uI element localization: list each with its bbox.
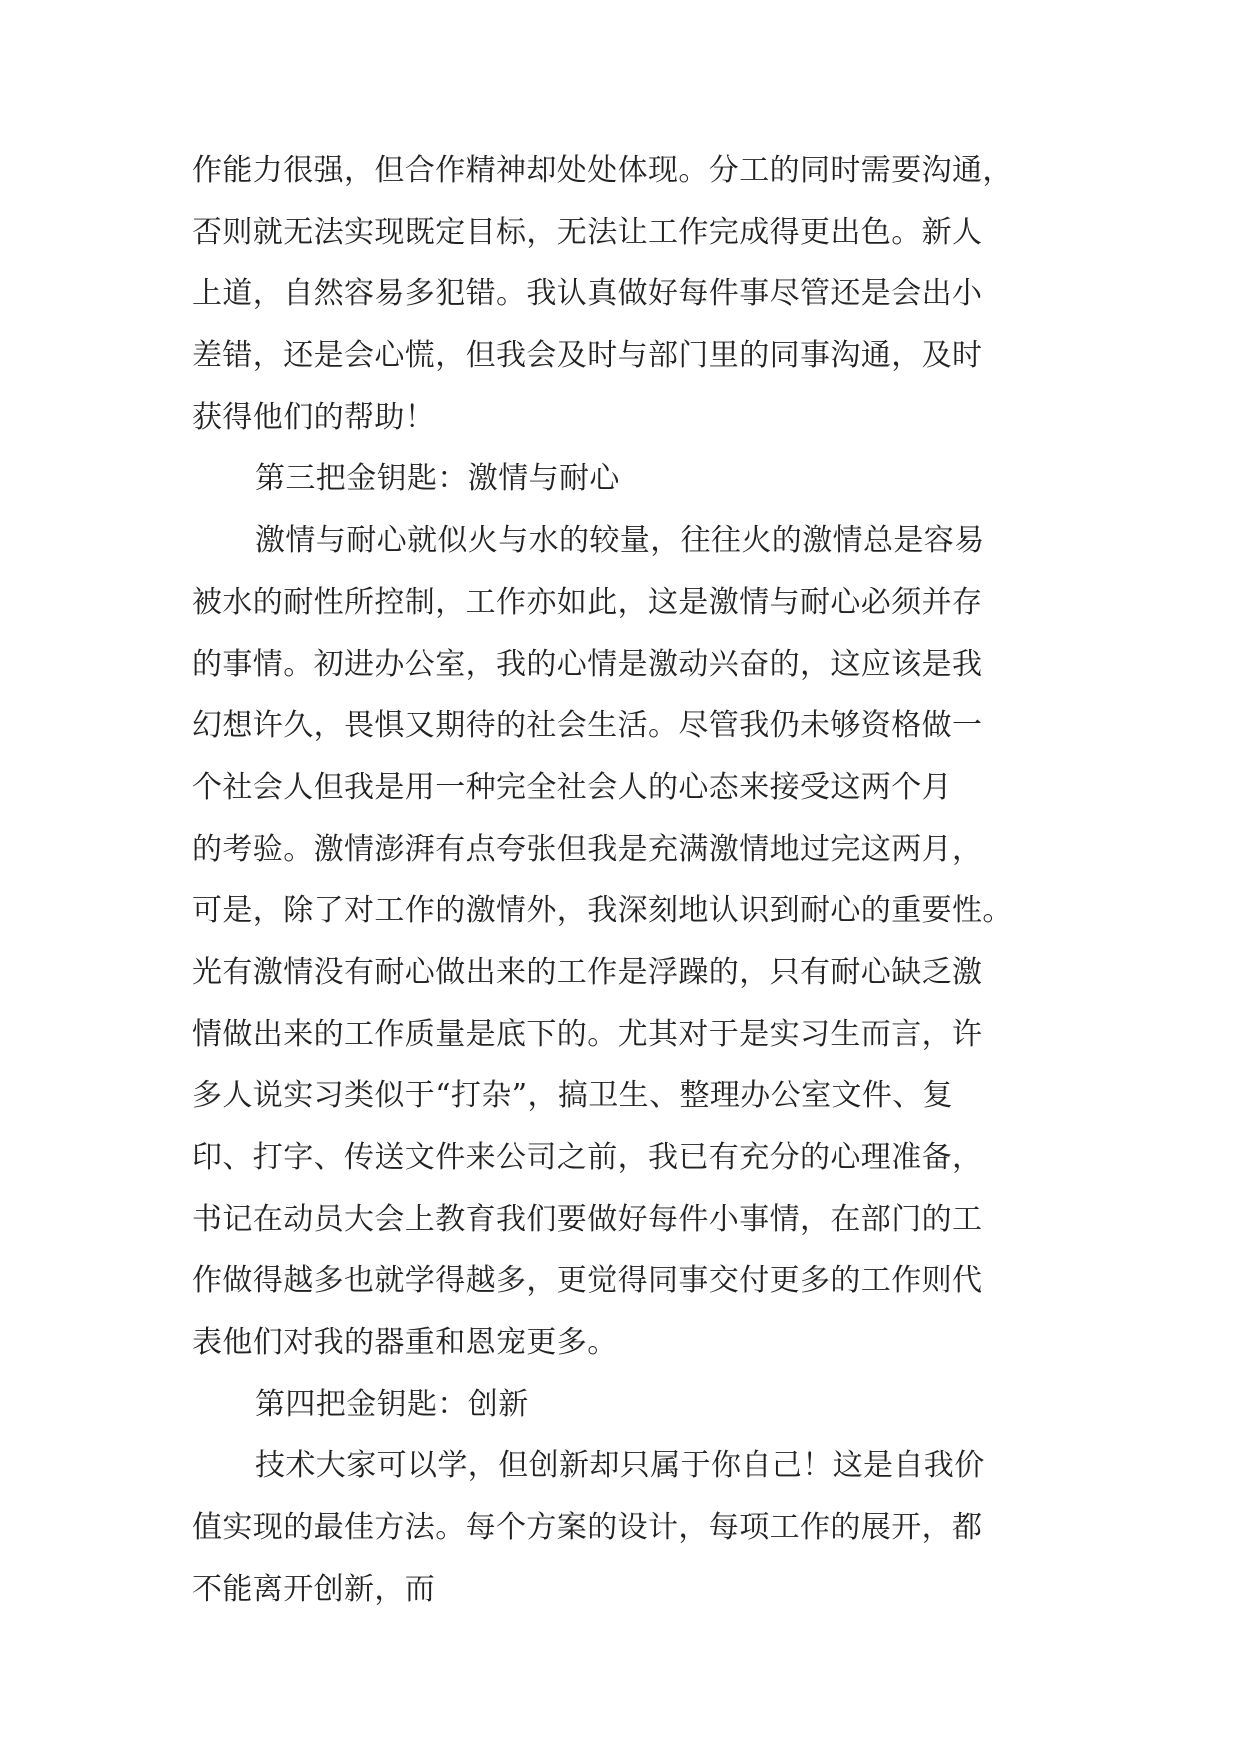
- text-line: 光有激情没有耐心做出来的工作是浮躁的，只有耐心缺乏激: [192, 954, 983, 990]
- text-line: 书记在动员大会上教育我们要做好每件小事情，在部门的工: [192, 1201, 983, 1237]
- text-line: 可是，除了对工作的激情外，我深刻地认识到耐心的重要性。: [192, 893, 1013, 929]
- text-line: 个社会人但我是用一种完全社会人的心态来接受这两个月: [192, 769, 952, 805]
- text-line: 作能力很强，但合作精神却处处体现。分工的同时需要沟通，: [192, 153, 1013, 188]
- document-body: [192, 140, 1072, 1621]
- text-line: 被水的耐性所控制，工作亦如此，这是激情与耐心必须并存: [192, 584, 983, 620]
- paragraph-first-line: 激情与耐心就似火与水的较量，往往火的激情总是容易: [255, 523, 985, 559]
- text-line: 印、打字、传送文件来公司之前，我已有充分的心理准备，: [192, 1140, 983, 1175]
- text-line: 上道，自然容易多犯错。我认真做好每件事尽管还是会出小: [192, 276, 983, 312]
- text-line: 差错，还是会心慌，但我会及时与部门里的同事沟通，及时: [192, 338, 983, 374]
- text-line: 表他们对我的器重和恩宠更多。: [192, 1325, 618, 1361]
- text-line: 情做出来的工作质量是底下的。尤其对于是实习生而言，许: [192, 1016, 983, 1052]
- text-line: 幻想许久，畏惧又期待的社会生活。尽管我仍未够资格做一: [192, 708, 983, 744]
- text-line: 值实现的最佳方法。每个方案的设计，每项工作的展开，都: [192, 1510, 983, 1546]
- text-line: 的事情。初进办公室，我的心情是激动兴奋的，这应该是我: [192, 646, 983, 682]
- text-line: 不能离开创新，而: [192, 1571, 436, 1607]
- text-line: 获得他们的帮助！: [192, 399, 436, 435]
- text-line: 否则就无法实现既定目标，无法让工作完成得更出色。新人: [192, 214, 983, 250]
- text-line: 多人说实习类似于“打杂”，搞卫生、整理办公室文件、复: [192, 1078, 954, 1114]
- text-line: 作做得越多也就学得越多，更觉得同事交付更多的工作则代: [192, 1263, 983, 1299]
- text-line: 的考验。激情澎湃有点夸张但我是充满激情地过完这两月，: [192, 831, 983, 867]
- section-heading: 第四把金钥匙：创新: [255, 1386, 529, 1422]
- paragraph-first-line: 技术大家可以学，但创新却只属于你自己！这是自我价: [255, 1448, 985, 1484]
- section-heading: 第三把金钥匙：激情与耐心: [255, 461, 620, 497]
